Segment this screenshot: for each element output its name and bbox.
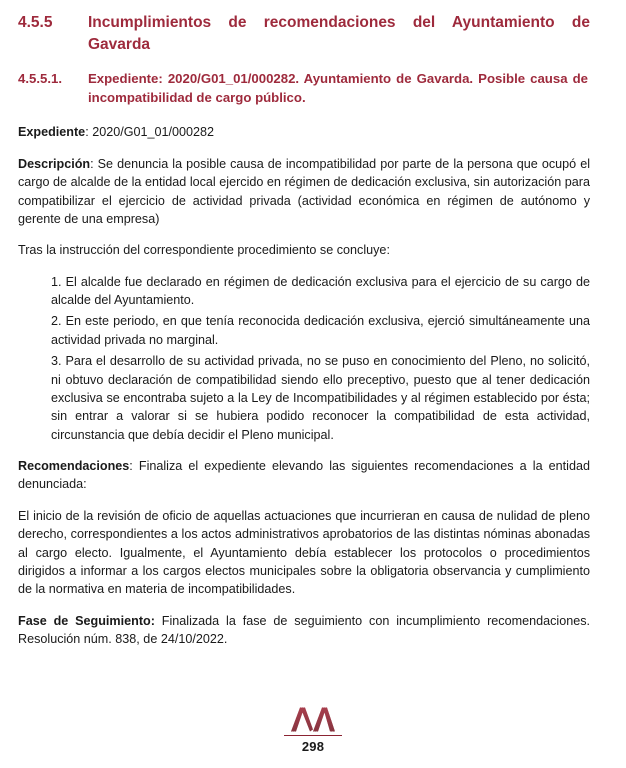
expediente-separator: : [85, 125, 93, 140]
subsection-heading [18, 70, 590, 107]
list-item: 2. En este periodo, en que tenía reconocida dedicación exclusiva, ejerció simultáneamente una actividad privada no marginal. [51, 314, 590, 347]
fase-seguimiento-separator [155, 614, 162, 628]
fase-seguimiento-value: Finalizada la fase de seguimiento con incumplimiento recomendaciones. Resolución núm. 838, de 24/10/2022. [18, 613, 590, 647]
list-item: 1. El alcalde fue declarado en régimen de dedicación exclusiva para el ejercicio de su cargo de alcalde del Ayuntamiento. [51, 274, 590, 308]
descripcion-separator: : [90, 156, 98, 171]
expediente-label: Expediente [18, 125, 86, 140]
expediente-paragraph [18, 123, 590, 141]
page-footer [0, 706, 626, 755]
recomendaciones-value: Finaliza el expediente elevando las siguientes recomendaciones a la entidad denunciada: [18, 459, 590, 492]
subsection-title: Expediente: 2020/G01_01/000282. Ayuntamiento de Gavarda. Posible causa de incompatibilidad de cargo público. [88, 71, 588, 105]
institution-m-logo-icon [290, 706, 336, 734]
recomendaciones-separator: : [129, 459, 139, 474]
recomendaciones-label: Recomendaciones [18, 459, 130, 474]
recomendaciones-paragraph [18, 457, 590, 494]
descripcion-paragraph [18, 155, 590, 229]
section-number: 4.5.5 [18, 14, 53, 31]
section-title: Incumplimientos de recomendaciones del Ayuntamiento de Gavarda [88, 14, 590, 53]
descripcion-value: Se denuncia la posible causa de incompatibilidad por parte de la persona que ocupó el cargo de alcalde de la entidad local ejercido en régimen de dedicación exclusiva, sin autorización para compatibilizar el ejercicio de actividad privada (actividad económica en régimen de autónomo y gerente de una empresa) [18, 156, 590, 226]
conclusion-intro: Tras la instrucción del correspondiente procedimiento se concluye: [18, 243, 390, 258]
conclusion-list [18, 273, 590, 444]
fase-seguimiento-label: Fase de Seguimiento: [18, 613, 155, 628]
section-heading [18, 12, 590, 56]
expediente-value: 2020/G01_01/000282 [92, 125, 215, 140]
recommendation-body: El inicio de la revisión de oficio de aquellas actuaciones que incurrieran en causa de nulidad de pleno derecho, correspondientes a los actos administrativos aprobatorios de las distintas nóminas abonadas al cargo electo. Igualmente, el Ayuntamiento debía establecer los protocolos o procedimientos dirigidos a informar a los cargos electos municipales sobre la obligatoria observancia y cumplimiento de la normativa en materia de incompatibilidades. [18, 508, 590, 597]
page-number: 298 [301, 739, 325, 754]
footer-divider [284, 735, 342, 737]
subsection-number: 4.5.5.1. [18, 71, 62, 86]
descripcion-label: Descripción [18, 156, 91, 171]
fase-seguimiento-paragraph [18, 612, 590, 649]
list-item: 3. Para el desarrollo de su actividad privada, no se puso en conocimiento del Pleno, no solicitó, ni obtuvo declaración de compatibilidad siendo ello preceptivo, puesto que al tener dedicación exclusiva se encontraba sujeto a la Ley de Incompatibilidades y al régimen establecido por ésta; sin entrar a valorar si se hubiera podido reconocer la compatibilidad de esta actividad, circunstancia que debía decidir el Pleno municipal. [51, 354, 590, 442]
